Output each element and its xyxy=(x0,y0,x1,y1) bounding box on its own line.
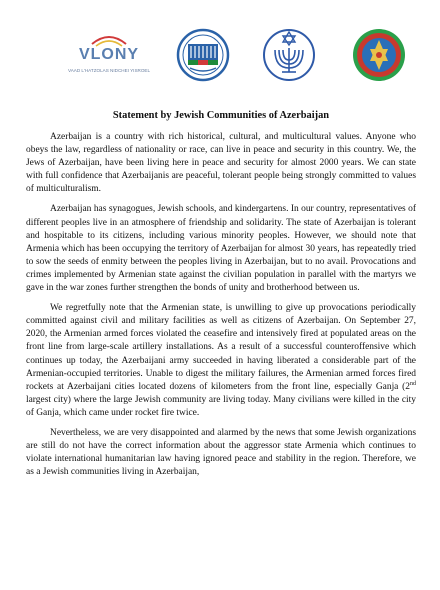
paragraph-3-part-2: largest city) where the large Jewish community are living today. Many civilians were killed in the city of Ganja, which came under rocket fire twice. xyxy=(26,394,416,418)
vlony-logo-subtitle: VAAD L'HATZOLAS NIDCHEI YISROEL xyxy=(67,68,151,73)
paragraph-4: Nevertheless, we are very disappointed and alarmed by the news that some Jewish organizations are still do not have the correct information about the aggressor state Armenia which continues to violate international humanitarian law having ignored peace and stability in the region. Therefore, we as a Jewish communities living in Azerbaijan, xyxy=(26,427,416,478)
paragraph-3 xyxy=(26,302,416,420)
document-title: Statement by Jewish Communities of Azerbaijan xyxy=(112,110,330,121)
logo-row xyxy=(26,0,416,100)
paragraph-2: Azerbaijan has synagogues, Jewish schools, and kindergartens. In our country, representatives of different peoples live in an atmosphere of friendship and solidarity. The state of Azerbaijan is tolerant and hospitable to its citizens, including various minority peoples. However, we should note that Armenia which has been occupying the territory of Azerbaijan for almost 30 years, has repeatedly tried to sow the seeds of enmity between the peoples living in Azerbaijan, but to no avail. Provocations and crimes implemented by Armenian state against the civilian population in parallel with the martyrs we gave in the war zones further strengthen the bonds of unity and brotherhood between us. xyxy=(26,204,416,294)
paragraph-1: Azerbaijan is a country with rich historical, cultural, and multicultural values. Anyone who obeys the law, regardless of nationality or race, can live in peace and security in this country. We, the Jews of Azerbaijan, have been living here in peace and security for almost 2000 years. We can state with full confidence that Azerbaijanis are peaceful, tolerant people being strongly committed to values of multiculturalism. xyxy=(26,132,416,195)
paragraph-3-part-1: We regretfully note that the Armenian state, is unwilling to give up provocations periodically committed against civil and military facilities as well as citizens of Azerbaijan. On September 27, 2020, the Armenian armed forces violated the ceasefire and intensively fired at populated areas on the front line from large-scale artillery installations. As a result of a successful counteroffensive which continues up today, the Azerbaijani army succeeded in having liberated a considerable part of the Armenian-occupied territories. Unable to digest the military failures, the Armenian armed forces fired rockets at Azerbaijani cities located dozens of kilometers from the front line, especially Ganja (2 xyxy=(26,303,416,392)
ordinal-superscript: nd xyxy=(410,380,416,387)
menorah-roundel-icon xyxy=(176,28,230,82)
community-menorah-logo xyxy=(176,28,230,82)
star-flag-roundel-icon xyxy=(352,28,406,82)
azerbaijan-star-logo xyxy=(352,28,406,82)
star-menorah-logo xyxy=(262,28,316,82)
star-of-david-icon xyxy=(262,28,316,82)
vlony-logo-text: VLONY xyxy=(78,46,140,63)
